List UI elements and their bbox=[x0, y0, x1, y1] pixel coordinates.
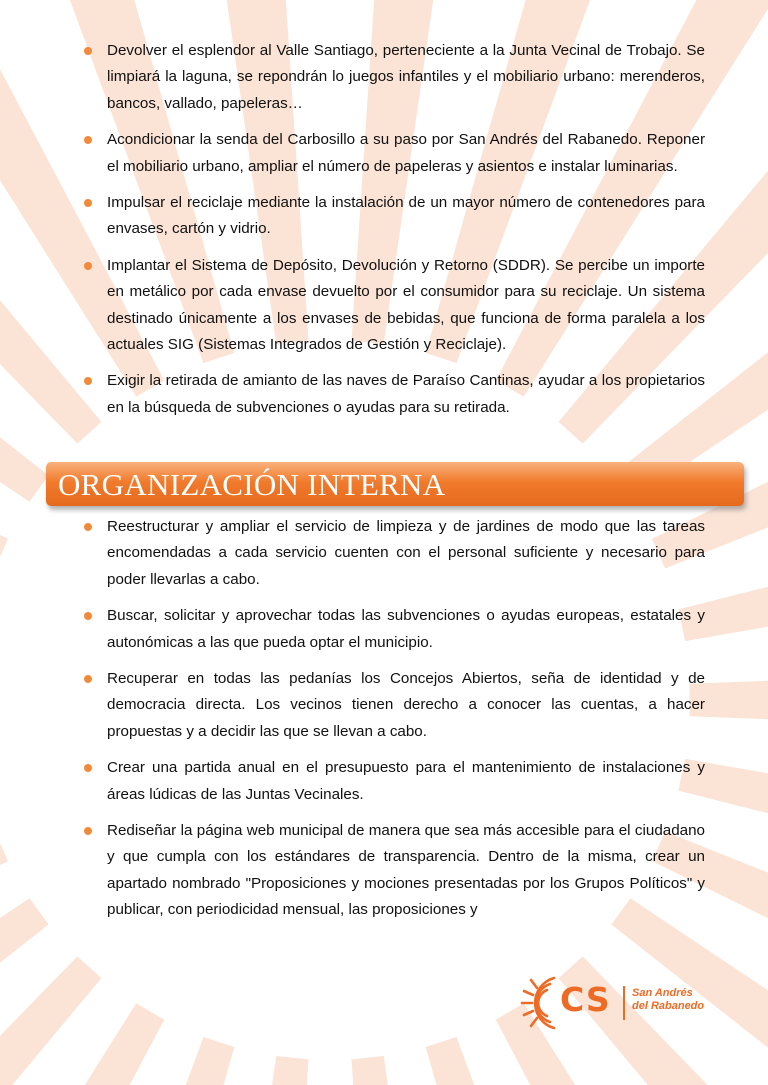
list-item-text: Crear una partida anual en el presupuesto para el mantenimiento de instalaciones y áreas lúdicas de las Juntas Vecinales. bbox=[107, 759, 705, 803]
bullet-list-medio-ambiente bbox=[84, 38, 705, 431]
list-item bbox=[84, 38, 705, 117]
bullet-icon bbox=[84, 136, 92, 144]
list-item bbox=[84, 368, 705, 421]
list-item bbox=[84, 127, 705, 180]
section-heading-banner bbox=[46, 462, 744, 506]
list-item bbox=[84, 603, 705, 656]
list-item-text: Reestructurar y ampliar el servicio de limpieza y de jardines de modo que las tareas encomendadas a cada servicio cuenten con el personal suficiente y necesario para poder llevarlas a cabo. bbox=[107, 518, 705, 588]
list-item bbox=[84, 190, 705, 243]
bullet-list-organizacion-interna bbox=[84, 514, 705, 934]
bullet-icon bbox=[84, 262, 92, 270]
bullet-icon bbox=[84, 827, 92, 835]
list-item-text: Acondicionar la senda del Carbosillo a su paso por San Andrés del Rabanedo. Reponer el mobiliario urbano, ampliar el número de papeleras y asientos e instalar luminarias. bbox=[107, 131, 705, 175]
logo-place-line2: del Rabanedo bbox=[632, 1000, 705, 1012]
logo-brand-text: CS bbox=[560, 980, 611, 1019]
list-item bbox=[84, 755, 705, 808]
logo-place-text bbox=[632, 987, 704, 1013]
list-item bbox=[84, 514, 705, 593]
list-item-text: Devolver el esplendor al Valle Santiago, perteneciente a la Junta Vecinal de Trobajo. Se limpiará la laguna, se repondrán lo juegos infantiles y el mobiliario urbano: merenderos, bancos, vallado, papeleras… bbox=[107, 42, 705, 112]
list-item bbox=[84, 253, 705, 359]
list-item-text: Buscar, solicitar y aprovechar todas las subvenciones o ayudas europeas, estatales y autonómicas a las que pueda optar el municipio. bbox=[107, 607, 705, 651]
list-item-text: Recuperar en todas las pedanías los Concejos Abiertos, seña de identidad y de democracia directa. Los vecinos tienen derecho a conocer las cuentas, a hacer propuestas y a decidir las que se llevan a cabo. bbox=[107, 670, 705, 740]
sunburst-logo-icon bbox=[520, 972, 562, 1034]
logo-place-line1: San Andrés bbox=[632, 987, 693, 999]
list-item bbox=[84, 818, 705, 924]
list-item-text: Exigir la retirada de amianto de las naves de Paraíso Cantinas, ayudar a los propietarios en la búsqueda de subvenciones o ayudas para su retirada. bbox=[107, 372, 705, 416]
logo-divider bbox=[623, 986, 625, 1020]
bullet-icon bbox=[84, 612, 92, 620]
list-item bbox=[84, 666, 705, 745]
cs-logo bbox=[520, 972, 720, 1034]
list-item-text: Rediseñar la página web municipal de manera que sea más accesible para el ciudadano y que cumpla con los estándares de transparencia. Dentro de la misma, crear un apartado nombrado "Proposiciones y mociones presentadas por los Grupos Políticos" y publicar, con periodicidad mensual, las proposiciones y bbox=[107, 822, 705, 919]
bullet-icon bbox=[84, 377, 92, 385]
bullet-icon bbox=[84, 199, 92, 207]
list-item-text: Impulsar el reciclaje mediante la instalación de un mayor número de contenedores para envases, cartón y vidrio. bbox=[107, 194, 705, 238]
list-item-text: Implantar el Sistema de Depósito, Devolución y Retorno (SDDR). Se percibe un importe en metálico por cada envase devuelto por el consumidor para su reciclaje. Un sistema destinado únicamente a los envases de bebidas, que funciona de forma paralela a los actuales SIG (Sistemas Integrados de Gestión y Reciclaje). bbox=[107, 256, 705, 354]
bullet-icon bbox=[84, 523, 92, 531]
bullet-icon bbox=[84, 764, 92, 772]
section-title: ORGANIZACIÓN INTERNA bbox=[58, 467, 446, 502]
bullet-icon bbox=[84, 47, 92, 55]
bullet-icon bbox=[84, 675, 92, 683]
